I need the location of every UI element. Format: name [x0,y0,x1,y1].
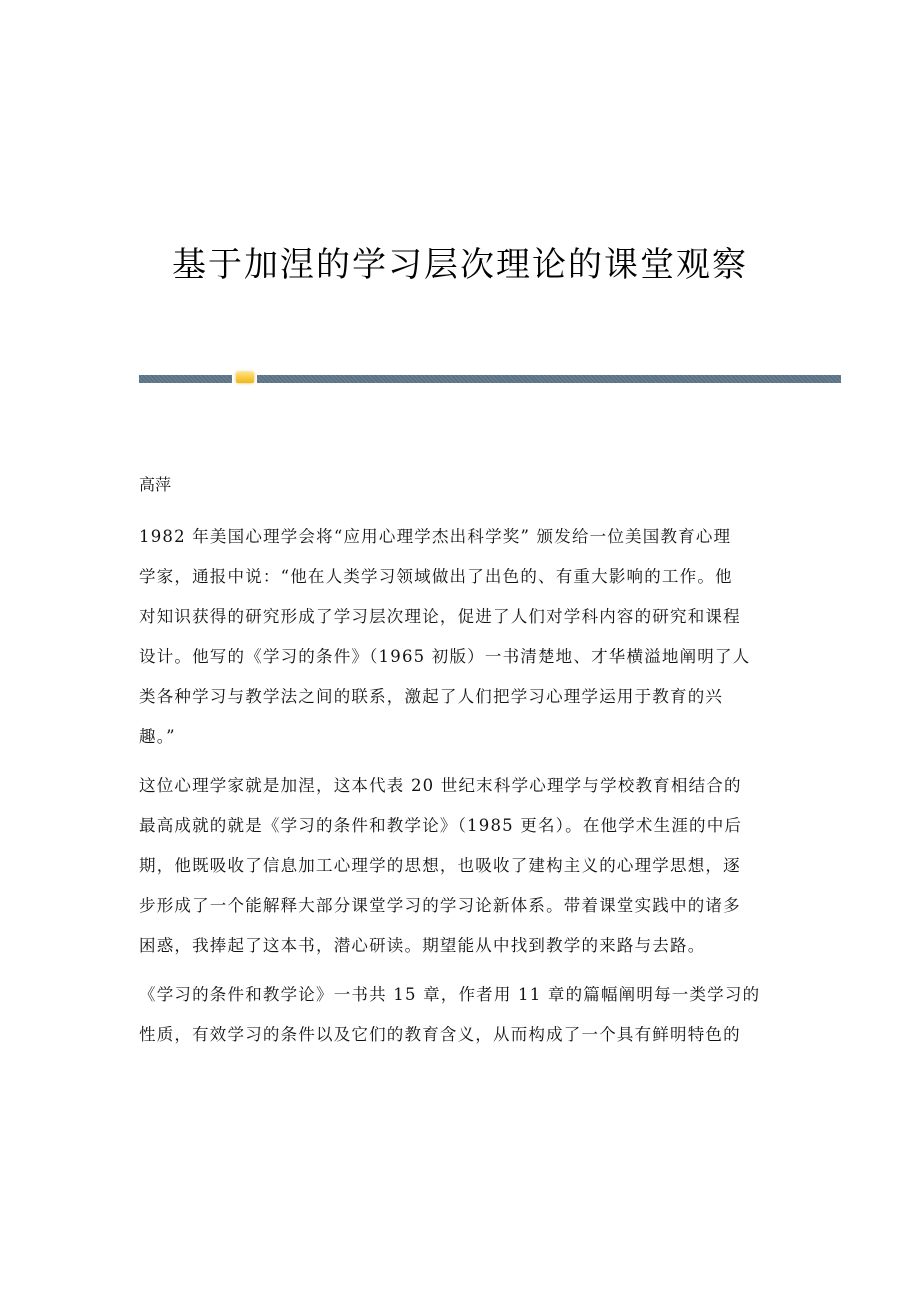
divider-bar-left [139,375,232,383]
text-line: 趣。” [139,727,176,746]
divider-bar-right [257,375,841,383]
text-line: 困惑，我捧起了这本书，潜心研读。期望能从中找到教学的来路与去路。 [139,936,706,955]
document-title: 基于加涅的学习层次理论的课堂观察 [172,244,748,285]
text-line: 类各种学习与教学法之间的联系，激起了人们把学习心理学运用于教育的兴 [139,687,724,706]
paragraph-2 [139,774,789,974]
text-line: 最高成就的就是《学习的条件和教学论》（1985 更名）。在他学术生涯的中后 [139,816,743,835]
text-line: 步形成了一个能解释大部分课堂学习的学习论新体系。带着课堂实践中的诸多 [139,896,741,915]
text-line: 期，他既吸收了信息加工心理学的思想，也吸收了建构主义的心理学思想，逐 [139,856,741,875]
paragraph-3 [139,983,789,1063]
text-line: 1982 年美国心理学会将“应用心理学杰出科学奖” 颁发给一位美国教育心理 [139,527,732,546]
text-line: 设计。他写的《学习的条件》（1965 初版）一书清楚地、才华横溢地阐明了人 [139,647,751,666]
author-name: 高萍 [139,475,172,494]
title-divider [139,375,841,384]
paragraph-1 [139,525,789,765]
text-line: 对知识获得的研究形成了学习层次理论，促进了人们对学科内容的研究和课程 [139,607,741,626]
text-line: 学家，通报中说：“他在人类学习领域做出了出色的、有重大影响的工作。他 [139,567,733,586]
body-text [139,525,789,1072]
text-line: 性质，有效学习的条件以及它们的教育含义，从而构成了一个具有鲜明特色的 [139,1025,741,1044]
divider-badge-icon [236,372,254,383]
text-line: 这位心理学家就是加涅，这本代表 20 世纪末科学心理学与学校教育相结合的 [139,776,742,795]
text-line: 《学习的条件和教学论》一书共 15 章，作者用 11 章的篇幅阐明每一类学习的 [139,985,761,1004]
